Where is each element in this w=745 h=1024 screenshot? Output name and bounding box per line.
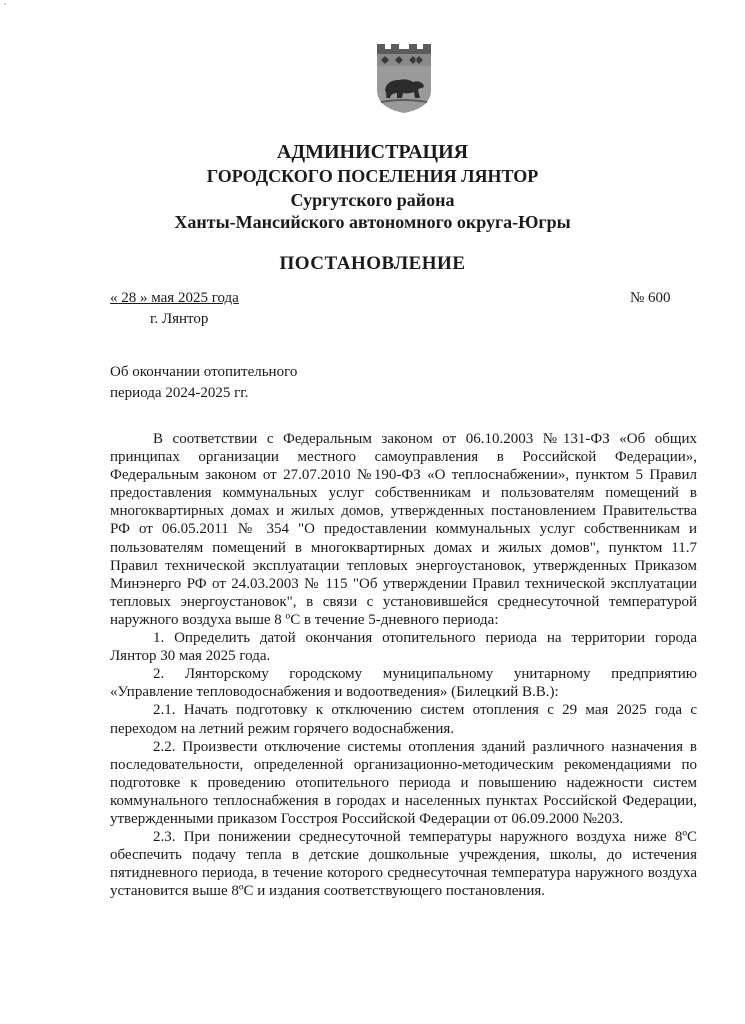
paragraph-item-2-3: 2.3. При понижении среднесуточной температуры наружного воздуха ниже 8ºС обеспечить подачу тепла в детские дошкольные учреждения, школы, до истечения пятидневного периода, в течение которого среднесуточная температура наружного воздуха установится выше 8ºС и издания соответствующего постановления. (110, 829, 697, 900)
header-administration: АДМИНИСТРАЦИЯ (276, 141, 469, 163)
paragraph-item-2-2: 2.2. Произвести отключение системы отопления зданий различного назначения в последовательности, определенной организационно-методическим рекомендациями по подготовке к проведению отопительного периода и повышению надежности систем коммунального теплоснабжения в городах и населенных пунктах Российской Федерации, утвержденными приказом Госстроя Российской Федерации от 06.09.2000 №203. (110, 738, 697, 827)
header-district: Сургутского района (290, 190, 455, 210)
document-body (110, 430, 697, 900)
header-settlement: ГОРОДСКОГО ПОСЕЛЕНИЯ ЛЯНТОР (206, 166, 539, 186)
paragraph-item-2-1: 2.1. Начать подготовку к отключению систем отопления с 29 мая 2025 года с переходом на летний режим горячего водоснабжения. (110, 702, 697, 737)
document-city: г. Лянтор (150, 311, 209, 327)
document-date: « 28 » мая 2025 года (110, 290, 239, 306)
bear-coat-of-arms-icon (373, 40, 435, 114)
corner-mark: ˹ (4, 2, 7, 11)
document-number: № 600 (630, 290, 671, 306)
paragraph-item-1: 1. Определить датой окончания отопительного периода на территории города Лянтор 30 мая 2025 года. (110, 630, 697, 665)
document-type-title: ПОСТАНОВЛЕНИЕ (279, 253, 466, 274)
paragraph-preamble: В соответствии с Федеральным законом от 06.10.2003 №131-ФЗ «Об общих принципах организации местного самоуправления в Российской Федерации», Федеральным законом от 27.07.2010 №190-ФЗ «О теплоснабжении», пунктом 5 Правил предоставления коммунальных услуг собственникам и пользователям помещений в многоквартирных домах и жилых домов, утвержденных постановлением Правительства РФ от 06.05.2011 № 354 "О предоставлении коммунальных услуг собственникам и пользователям помещений в многоквартирных домах и жилых домов", пунктом 11.7 Правил технической эксплуатации тепловых энергоустановок, утвержденных Приказом Минэнерго РФ от 24.03.2003 № 115 "Об утверждении Правил технической эксплуатации тепловых энергоустановок", в связи с установившейся среднесуточной температурой наружного воздуха выше 8 ºС в течение 5-дневного периода: (110, 431, 697, 628)
document-subject (110, 362, 297, 404)
paragraph-item-2: 2. Лянторскому городскому муниципальному унитарному предприятию «Управление тепловодоснабжения и водоотведения» (Билецкий В.В.): (110, 666, 697, 701)
header-okrug: Ханты-Мансийского автономного округа-Югры (174, 212, 571, 232)
subject-line-1: Об окончании отопительного (110, 364, 298, 380)
subject-line-2: периода 2024-2025 гг. (110, 385, 249, 401)
